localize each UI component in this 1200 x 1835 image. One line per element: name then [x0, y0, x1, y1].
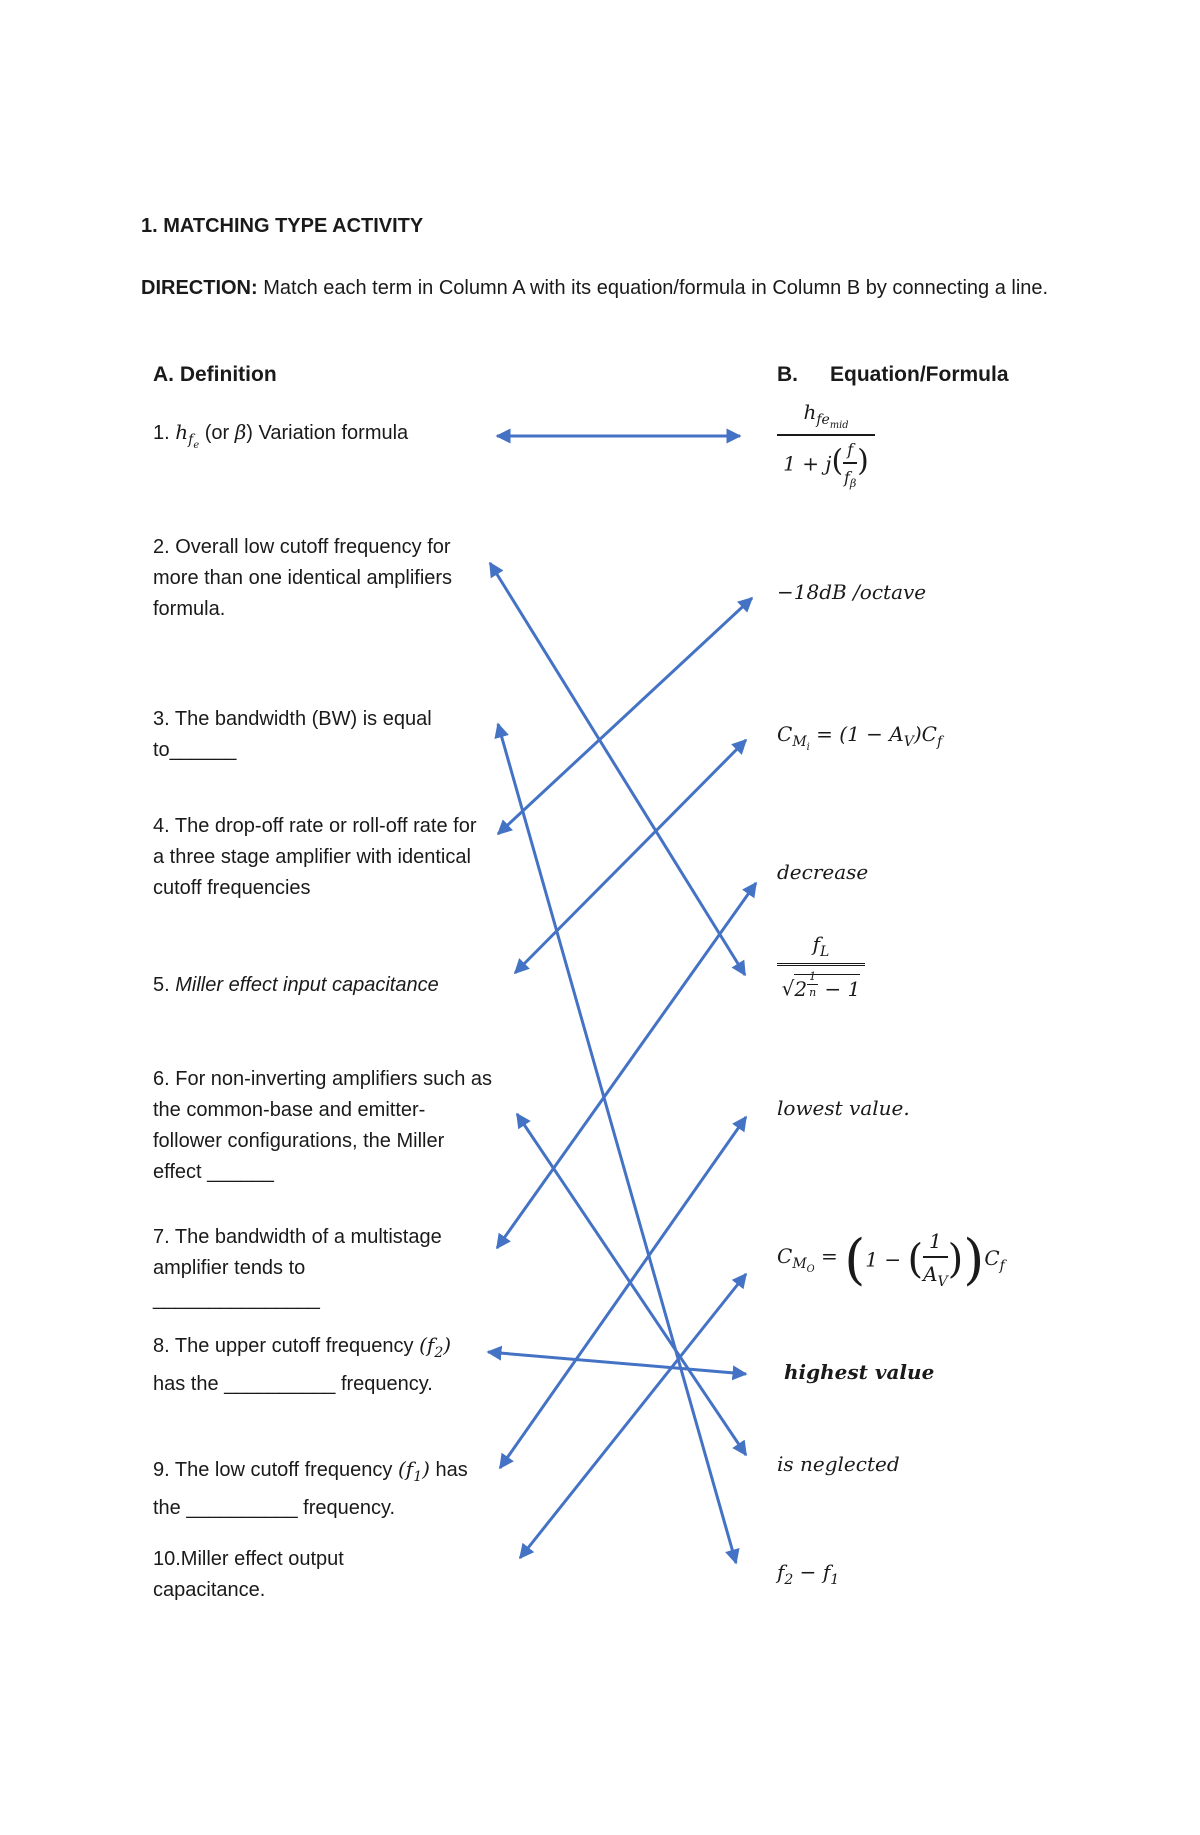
- definition-10: 10.Miller effect output capacitance.: [153, 1548, 344, 1601]
- arrow-2: [490, 563, 745, 975]
- answer-3: $C_{M_i} = (1 - A_V)C_f$: [777, 722, 943, 753]
- definition-8: 8. The upper cutoff frequency $(f_2)$ has the __________ frequency.: [153, 1333, 452, 1395]
- column-b-letter: B.: [777, 363, 798, 386]
- answer-2: −18dB /octave: [777, 580, 927, 604]
- direction-label: DIRECTION:: [141, 277, 258, 299]
- answer-5: $f_L$ √2 $^{\frac{1}{n}}$ − 1: [777, 932, 865, 1001]
- arrow-4: [498, 598, 752, 834]
- definition-2: 2. Overall low cutoff frequency for more than one identical amplifiers formula.: [153, 536, 453, 620]
- definition-4: 4. The drop-off rate or roll-off rate for a three stage amplifier with identical cutoff frequencies: [153, 815, 477, 899]
- arrow-10: [520, 1274, 746, 1558]
- arrow-5: [515, 740, 746, 973]
- column-b-title: Equation/Formula: [830, 363, 1009, 386]
- definition-7: 7. The bandwidth of a multistage amplifier tends to _______________: [153, 1226, 442, 1310]
- definition-5: 5. Miller effect input capacitance: [153, 974, 439, 996]
- arrow-8: [488, 1352, 746, 1374]
- answer-1: $h_{fe_{mid}}$ 1 + j( $\frac{f}{f_\beta}$ ): [777, 400, 875, 490]
- answer-4: decrease: [777, 860, 869, 884]
- arrow-7: [497, 883, 756, 1248]
- definition-9: 9. The low cutoff frequency $(f_1)$ has the __________ frequency.: [153, 1457, 468, 1519]
- definition-6: 6. For non-inverting amplifiers such as the common-base and emitter-follower configurations, the Miller effect ______: [153, 1068, 493, 1183]
- answer-8: highest value: [784, 1360, 935, 1384]
- direction-body: Match each term in Column A with its equation/formula in Column B by connecting a line.: [257, 277, 1049, 299]
- column-a-header: A. Definition: [153, 363, 277, 386]
- answer-6: lowest value.: [777, 1096, 910, 1120]
- definition-1: 1. $h_{f_e}$ (or β) Variation formula: [153, 420, 409, 451]
- definition-3: 3. The bandwidth (BW) is equal to______: [153, 708, 432, 761]
- answer-7: $C_{M_O} = (1$ − ( $\frac{1}{A_V}$ ))$C_f$: [777, 1228, 1005, 1291]
- activity-title: 1. MATCHING TYPE ACTIVITY: [141, 215, 424, 237]
- answer-10: $f_2 - f_1$: [777, 1560, 840, 1588]
- answer-9: is neglected: [777, 1452, 900, 1476]
